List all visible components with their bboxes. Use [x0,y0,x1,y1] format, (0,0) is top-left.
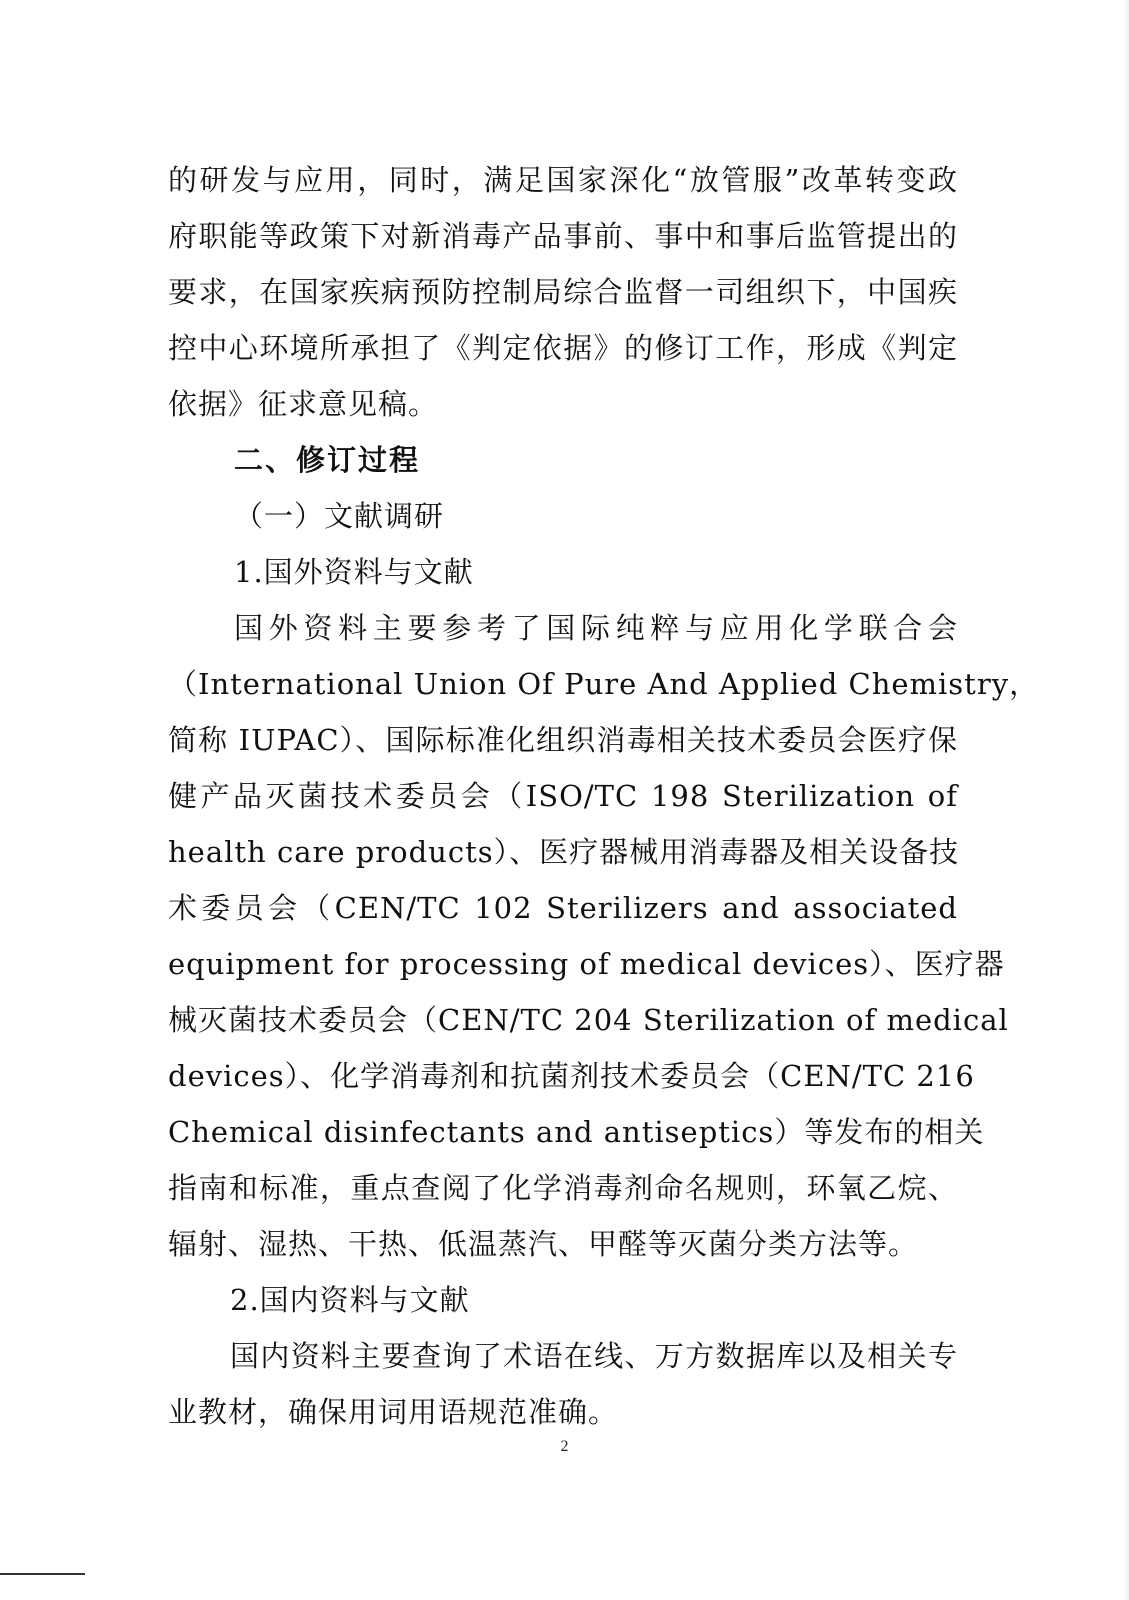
paragraph-line: 控中心环境所承担了《判定依据》的修订工作，形成《判定 [168,331,958,365]
paragraph-line: 府职能等政策下对新消毒产品事前、事中和事后监管提出的 [168,219,958,253]
paragraph-line: 指南和标准，重点查阅了化学消毒剂命名规则，环氧乙烷、 [168,1171,958,1205]
paragraph-line: 要求，在国家疾病预防控制局综合监督一司组织下，中国疾 [168,275,958,309]
paragraph-line: 简称 IUPAC）、国际标准化组织消毒相关技术委员会医疗保 [168,723,958,757]
paragraph-line: 国外资料主要参考了国际纯粹与应用化学联合会 [234,611,958,645]
paragraph-line: Chemical disinfectants and antiseptics）等发布的相关 [168,1115,985,1149]
paragraph-line: （International Union Of Pure And Applied Chemistry， [168,667,1040,701]
scan-edge-shadow [1123,0,1129,1600]
paragraph-line: devices）、化学消毒剂和抗菌剂技术委员会（CEN/TC 216 [168,1059,975,1093]
paragraph-line: equipment for processing of medical devices）、医疗器 [168,947,1005,981]
page-number: 2 [560,1438,569,1455]
paragraph-line: 辐射、湿热、干热、低温蒸汽、甲醛等灭菌分类方法等。 [168,1227,919,1261]
paragraph-line: 的研发与应用，同时，满足国家深化“放管服”改革转变政 [168,163,958,197]
subsection-heading: （一）文献调研 [234,499,445,533]
item-heading: 1.国外资料与文献 [234,555,474,589]
document-body [168,152,1040,1440]
paragraph-line: 依据》征求意见稿。 [168,387,439,421]
paragraph-line: 术委员会（CEN/TC 102 Sterilizers and associated [168,891,958,925]
section-heading: 二、修订过程 [234,443,421,477]
scan-artifact-line [0,1573,85,1575]
item-heading: 2.国内资料与文献 [230,1283,470,1317]
paragraph-line: 械灭菌技术委员会（CEN/TC 204 Sterilization of medical [168,1003,1009,1037]
paragraph-line: health care products）、医疗器械用消毒器及相关设备技 [168,835,960,869]
paragraph-line: 国内资料主要查询了术语在线、万方数据库以及相关专 [230,1339,958,1373]
paragraph-line: 健产品灭菌技术委员会（ISO/TC 198 Sterilization of [168,779,958,813]
paragraph-line: 业教材，确保用词用语规范准确。 [168,1395,619,1429]
